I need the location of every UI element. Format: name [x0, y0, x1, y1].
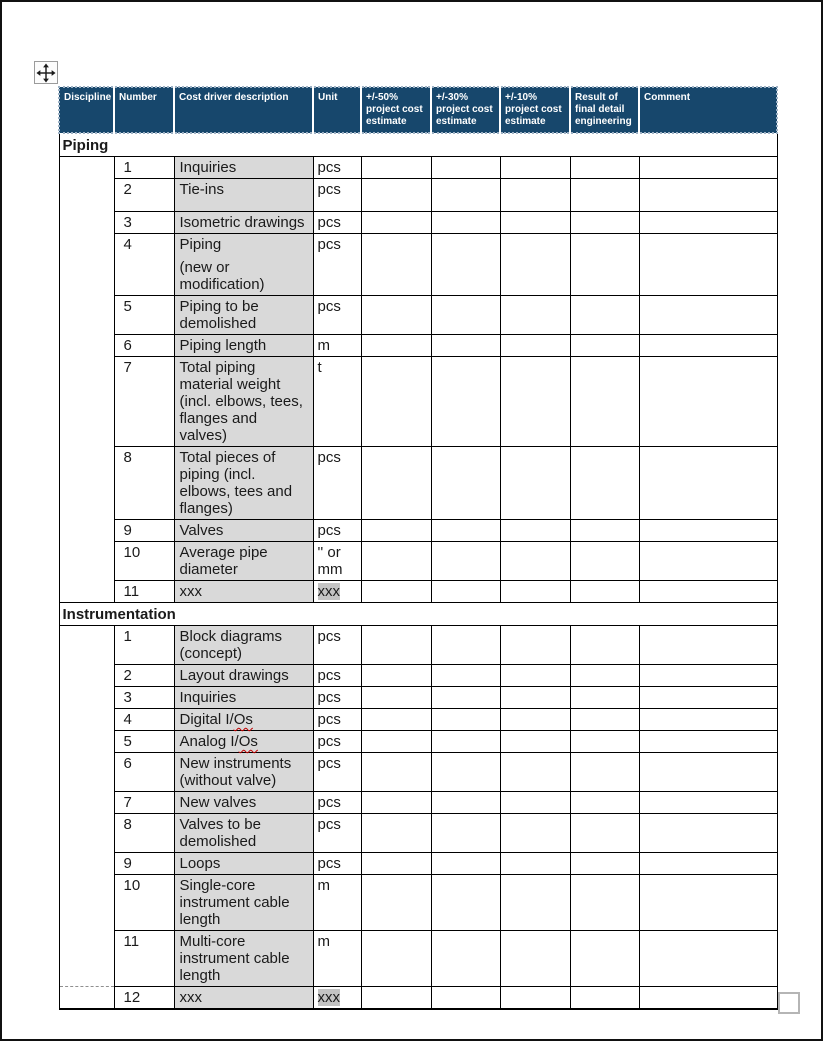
estimate-50-cell[interactable]	[361, 814, 431, 853]
cost-driver-description-cell[interactable]	[174, 931, 313, 987]
comment-cell[interactable]	[639, 157, 777, 179]
cost-driver-description-cell[interactable]	[174, 179, 313, 212]
result-cell[interactable]	[570, 753, 639, 792]
unit-cell[interactable]: pcs	[313, 234, 361, 296]
estimate-30-cell[interactable]	[431, 687, 500, 709]
result-cell[interactable]	[570, 179, 639, 212]
result-cell[interactable]	[570, 931, 639, 987]
unit-cell[interactable]: pcs	[313, 447, 361, 520]
estimate-30-cell[interactable]	[431, 709, 500, 731]
estimate-10-cell[interactable]	[500, 234, 570, 296]
description-line: Valves to be demolished	[179, 816, 261, 850]
result-cell[interactable]	[570, 542, 639, 581]
description-line: Average pipe diameter	[179, 544, 268, 578]
comment-cell[interactable]	[639, 853, 777, 875]
estimate-10-cell[interactable]	[500, 179, 570, 212]
cost-driver-description-cell[interactable]	[174, 542, 313, 581]
estimate-10-cell[interactable]	[500, 447, 570, 520]
cost-driver-description-cell[interactable]	[174, 853, 313, 875]
description-line: Isometric drawings	[179, 214, 305, 231]
row-number-cell[interactable]: 6	[114, 753, 174, 792]
estimate-50-cell[interactable]	[361, 335, 431, 357]
cost-driver-description-cell[interactable]	[174, 581, 313, 603]
four-way-arrow-icon	[36, 63, 56, 83]
result-cell[interactable]	[570, 296, 639, 335]
cost-driver-description-cell[interactable]	[174, 792, 313, 814]
discipline-cell[interactable]	[59, 157, 114, 603]
table-row	[59, 581, 777, 603]
estimate-30-cell[interactable]	[431, 753, 500, 792]
unit-cell[interactable]: pcs	[313, 212, 361, 234]
estimate-50-cell[interactable]	[361, 447, 431, 520]
cost-driver-description-cell[interactable]	[174, 875, 313, 931]
estimate-10-cell[interactable]	[500, 542, 570, 581]
header-cell-discipline[interactable]: Discipline	[59, 87, 114, 133]
row-number-cell[interactable]: 8	[114, 814, 174, 853]
estimate-10-cell[interactable]	[500, 357, 570, 447]
row-number-cell[interactable]: 1	[114, 157, 174, 179]
comment-cell[interactable]	[639, 335, 777, 357]
row-number-cell[interactable]: 3	[114, 687, 174, 709]
table-row	[59, 447, 777, 520]
table-row	[59, 542, 777, 581]
cost-driver-description-cell[interactable]	[174, 753, 313, 792]
result-cell[interactable]	[570, 687, 639, 709]
table-row	[59, 753, 777, 792]
description-line: New valves	[179, 794, 257, 811]
estimate-10-cell[interactable]	[500, 709, 570, 731]
estimate-50-cell[interactable]	[361, 853, 431, 875]
description-line: Tie-ins	[179, 181, 224, 198]
estimate-10-cell[interactable]	[500, 157, 570, 179]
unit-cell[interactable]: pcs	[313, 687, 361, 709]
description-line	[180, 733, 309, 750]
estimate-30-cell[interactable]	[431, 542, 500, 581]
discipline-cell[interactable]	[59, 987, 114, 1010]
estimate-30-cell[interactable]	[431, 357, 500, 447]
result-cell[interactable]	[570, 665, 639, 687]
comment-cell[interactable]	[639, 814, 777, 853]
unit-cell[interactable]: pcs	[313, 157, 361, 179]
unit-cell[interactable]: pcs	[313, 814, 361, 853]
estimate-30-cell[interactable]	[431, 179, 500, 212]
cost-driver-description-cell[interactable]	[174, 731, 313, 753]
estimate-10-cell[interactable]	[500, 520, 570, 542]
estimate-50-cell[interactable]	[361, 212, 431, 234]
table-row	[59, 853, 777, 875]
result-cell[interactable]	[570, 234, 639, 296]
comment-cell[interactable]	[639, 542, 777, 581]
header-cell-comment[interactable]: Comment	[639, 87, 777, 133]
estimate-10-cell[interactable]	[500, 875, 570, 931]
row-number-cell[interactable]: 2	[114, 179, 174, 212]
row-number-cell[interactable]: 6	[114, 335, 174, 357]
row-number-cell[interactable]: 10	[114, 875, 174, 931]
table-body	[59, 133, 777, 1009]
estimate-50-cell[interactable]	[361, 357, 431, 447]
estimate-50-cell[interactable]	[361, 581, 431, 603]
description-line: Piping	[179, 236, 222, 253]
description-line	[180, 204, 309, 209]
table-row	[59, 931, 777, 987]
header-cell-unit[interactable]: Unit	[313, 87, 361, 133]
estimate-50-cell[interactable]	[361, 626, 431, 665]
estimate-50-cell[interactable]	[361, 296, 431, 335]
table-row	[59, 687, 777, 709]
table-row	[59, 157, 777, 179]
estimate-10-cell[interactable]	[500, 581, 570, 603]
estimate-30-cell[interactable]	[431, 626, 500, 665]
result-cell[interactable]	[570, 709, 639, 731]
table-row	[59, 731, 777, 753]
description-text: Digital I/	[179, 711, 234, 728]
comment-cell[interactable]	[639, 753, 777, 792]
comment-cell[interactable]	[639, 709, 777, 731]
row-number-cell[interactable]: 4	[114, 234, 174, 296]
table-row	[59, 626, 777, 665]
cost-driver-description-cell[interactable]	[174, 709, 313, 731]
estimate-30-cell[interactable]	[431, 296, 500, 335]
header-cell-estimate-10[interactable]: +/-10% project cost estimate	[500, 87, 570, 133]
estimate-10-cell[interactable]	[500, 687, 570, 709]
comment-cell[interactable]	[639, 687, 777, 709]
result-cell[interactable]	[570, 520, 639, 542]
table-row	[59, 520, 777, 542]
cost-driver-description-cell[interactable]	[174, 157, 313, 179]
description-line: New instruments (without valve)	[179, 755, 292, 789]
estimate-30-cell[interactable]	[431, 335, 500, 357]
description-line: xxx	[179, 989, 202, 1006]
estimate-50-cell[interactable]	[361, 753, 431, 792]
cost-driver-description-cell[interactable]	[174, 665, 313, 687]
row-number-cell[interactable]: 4	[114, 709, 174, 731]
cost-driver-description-cell[interactable]	[174, 987, 313, 1010]
cost-driver-description-cell[interactable]	[174, 335, 313, 357]
table-row	[59, 234, 777, 296]
cost-driver-description-cell[interactable]	[174, 212, 313, 234]
estimate-30-cell[interactable]	[431, 731, 500, 753]
result-cell[interactable]	[570, 447, 639, 520]
comment-cell[interactable]	[639, 987, 777, 1010]
cost-driver-description-cell[interactable]	[174, 447, 313, 520]
description-line: Total piping material weight (incl. elbows, tees, flanges and valves)	[179, 359, 303, 444]
estimate-30-cell[interactable]	[431, 665, 500, 687]
discipline-cell[interactable]	[59, 626, 114, 987]
estimate-10-cell[interactable]	[500, 335, 570, 357]
description-line: Inquiries	[179, 159, 237, 176]
table-header	[59, 87, 777, 133]
comment-cell[interactable]	[639, 179, 777, 212]
unit-cell[interactable]: pcs	[313, 296, 361, 335]
estimate-30-cell[interactable]	[431, 814, 500, 853]
description-line: Total pieces of piping (incl. elbows, tees and flanges)	[179, 449, 293, 517]
estimate-50-cell[interactable]	[361, 520, 431, 542]
table-row	[59, 814, 777, 853]
cost-driver-description-cell[interactable]	[174, 814, 313, 853]
description-line: Piping length	[179, 337, 267, 354]
estimate-50-cell[interactable]	[361, 709, 431, 731]
row-number-cell[interactable]: 3	[114, 212, 174, 234]
comment-cell[interactable]	[639, 626, 777, 665]
estimate-50-cell[interactable]	[361, 931, 431, 987]
comment-cell[interactable]	[639, 296, 777, 335]
row-number-cell[interactable]: 9	[114, 853, 174, 875]
estimate-30-cell[interactable]	[431, 212, 500, 234]
estimate-50-cell[interactable]	[361, 157, 431, 179]
estimate-30-cell[interactable]	[431, 875, 500, 931]
header-cell-estimate-50[interactable]: +/-50% project cost estimate	[361, 87, 431, 133]
comment-cell[interactable]	[639, 581, 777, 603]
estimate-10-cell[interactable]	[500, 665, 570, 687]
unit-cell[interactable]: t	[313, 357, 361, 447]
table-row	[59, 296, 777, 335]
cost-driver-description-cell[interactable]	[174, 520, 313, 542]
description-line: xxx	[179, 583, 202, 600]
result-cell[interactable]	[570, 814, 639, 853]
unit-cell[interactable]	[313, 987, 361, 1010]
estimate-10-cell[interactable]	[500, 731, 570, 753]
estimate-30-cell[interactable]	[431, 581, 500, 603]
row-number-cell[interactable]: 11	[114, 581, 174, 603]
table-resize-handle[interactable]	[778, 992, 800, 1014]
row-number-cell[interactable]: 8	[114, 447, 174, 520]
estimate-10-cell[interactable]	[500, 853, 570, 875]
section-title[interactable]: Piping	[59, 133, 777, 157]
estimate-10-cell[interactable]	[500, 814, 570, 853]
description-line: Piping to be demolished	[179, 298, 259, 332]
description-line: Loops	[179, 855, 221, 872]
table-row	[59, 179, 777, 212]
unit-cell[interactable]: pcs	[313, 179, 361, 212]
result-cell[interactable]	[570, 875, 639, 931]
highlighted-unit-text: xxx	[317, 989, 340, 1006]
table-row	[59, 709, 777, 731]
table-row	[59, 792, 777, 814]
row-number-cell[interactable]: 5	[114, 296, 174, 335]
estimate-30-cell[interactable]	[431, 234, 500, 296]
unit-cell[interactable]: pcs	[313, 731, 361, 753]
comment-cell[interactable]	[639, 520, 777, 542]
description-line: Single-core instrument cable length	[179, 877, 290, 928]
comment-cell[interactable]	[639, 234, 777, 296]
estimate-50-cell[interactable]	[361, 875, 431, 931]
unit-cell[interactable]: m	[313, 335, 361, 357]
description-line	[180, 711, 309, 728]
header-cell-result-final-detail[interactable]: Result of final detail engineering	[570, 87, 639, 133]
section-title[interactable]: Instrumentation	[59, 603, 777, 626]
cost-driver-description-cell[interactable]	[174, 234, 313, 296]
table-row	[59, 212, 777, 234]
cost-driver-table	[58, 86, 778, 1010]
misspelled-text: Os	[238, 733, 258, 750]
misspelled-text: Os	[233, 711, 253, 728]
row-number-cell[interactable]: 9	[114, 520, 174, 542]
estimate-50-cell[interactable]	[361, 179, 431, 212]
cost-driver-description-cell[interactable]	[174, 357, 313, 447]
result-cell[interactable]	[570, 792, 639, 814]
cost-driver-description-cell[interactable]	[174, 296, 313, 335]
table-move-handle[interactable]	[34, 61, 58, 84]
estimate-50-cell[interactable]	[361, 687, 431, 709]
comment-cell[interactable]	[639, 875, 777, 931]
result-cell[interactable]	[570, 853, 639, 875]
row-number-cell[interactable]: 2	[114, 665, 174, 687]
comment-cell[interactable]	[639, 792, 777, 814]
row-number-cell[interactable]: 7	[114, 792, 174, 814]
result-cell[interactable]	[570, 157, 639, 179]
row-number-cell[interactable]: 11	[114, 931, 174, 987]
unit-cell[interactable]: m	[313, 931, 361, 987]
comment-cell[interactable]	[639, 447, 777, 520]
table-row	[59, 665, 777, 687]
estimate-30-cell[interactable]	[431, 931, 500, 987]
description-line: Block diagrams (concept)	[179, 628, 283, 662]
estimate-50-cell[interactable]	[361, 731, 431, 753]
result-cell[interactable]	[570, 357, 639, 447]
result-cell[interactable]	[570, 731, 639, 753]
estimate-30-cell[interactable]	[431, 520, 500, 542]
estimate-50-cell[interactable]	[361, 542, 431, 581]
unit-cell[interactable]	[313, 581, 361, 603]
table-row	[59, 335, 777, 357]
estimate-10-cell[interactable]	[500, 212, 570, 234]
comment-cell[interactable]	[639, 731, 777, 753]
comment-cell[interactable]	[639, 357, 777, 447]
row-number-cell[interactable]: 10	[114, 542, 174, 581]
unit-cell[interactable]: pcs	[313, 520, 361, 542]
unit-cell[interactable]: pcs	[313, 792, 361, 814]
estimate-10-cell[interactable]	[500, 626, 570, 665]
header-cell-number[interactable]: Number	[114, 87, 174, 133]
description-line: Inquiries	[179, 689, 237, 706]
estimate-10-cell[interactable]	[500, 931, 570, 987]
estimate-10-cell[interactable]	[500, 296, 570, 335]
cost-driver-description-cell[interactable]	[174, 687, 313, 709]
estimate-30-cell[interactable]	[431, 157, 500, 179]
result-cell[interactable]	[570, 626, 639, 665]
result-cell[interactable]	[570, 987, 639, 1010]
estimate-50-cell[interactable]	[361, 987, 431, 1010]
estimate-50-cell[interactable]	[361, 665, 431, 687]
estimate-50-cell[interactable]	[361, 234, 431, 296]
comment-cell[interactable]	[639, 212, 777, 234]
highlighted-unit-text: xxx	[317, 583, 340, 600]
result-cell[interactable]	[570, 335, 639, 357]
estimate-50-cell[interactable]	[361, 792, 431, 814]
estimate-10-cell[interactable]	[500, 792, 570, 814]
row-number-cell[interactable]: 5	[114, 731, 174, 753]
estimate-30-cell[interactable]	[431, 792, 500, 814]
unit-cell[interactable]: m	[313, 875, 361, 931]
result-cell[interactable]	[570, 581, 639, 603]
estimate-30-cell[interactable]	[431, 987, 500, 1010]
description-line: Multi-core instrument cable length	[179, 933, 290, 984]
description-line: Valves	[179, 522, 224, 539]
result-cell[interactable]	[570, 212, 639, 234]
table-row	[59, 357, 777, 447]
unit-cell[interactable]: pcs	[313, 665, 361, 687]
estimate-30-cell[interactable]	[431, 853, 500, 875]
unit-cell[interactable]: pcs	[313, 626, 361, 665]
header-row	[59, 87, 777, 133]
section-row	[59, 133, 777, 157]
unit-cell[interactable]: '' or mm	[313, 542, 361, 581]
table-row	[59, 987, 777, 1010]
header-cell-estimate-30[interactable]: +/-30% project cost estimate	[431, 87, 500, 133]
row-number-cell[interactable]: 7	[114, 357, 174, 447]
unit-cell[interactable]: pcs	[313, 753, 361, 792]
row-number-cell[interactable]: 1	[114, 626, 174, 665]
estimate-10-cell[interactable]	[500, 987, 570, 1010]
table-row	[59, 875, 777, 931]
description-line: (new or modification)	[179, 259, 265, 293]
cost-driver-description-cell[interactable]	[174, 626, 313, 665]
unit-cell[interactable]: pcs	[313, 709, 361, 731]
estimate-10-cell[interactable]	[500, 753, 570, 792]
description-text: Analog I/	[179, 733, 239, 750]
section-row	[59, 603, 777, 626]
row-number-cell[interactable]: 12	[114, 987, 174, 1010]
description-line: Layout drawings	[179, 667, 289, 684]
unit-cell[interactable]: pcs	[313, 853, 361, 875]
estimate-30-cell[interactable]	[431, 447, 500, 520]
comment-cell[interactable]	[639, 665, 777, 687]
header-cell-cost-driver-description[interactable]: Cost driver description	[174, 87, 313, 133]
comment-cell[interactable]	[639, 931, 777, 987]
